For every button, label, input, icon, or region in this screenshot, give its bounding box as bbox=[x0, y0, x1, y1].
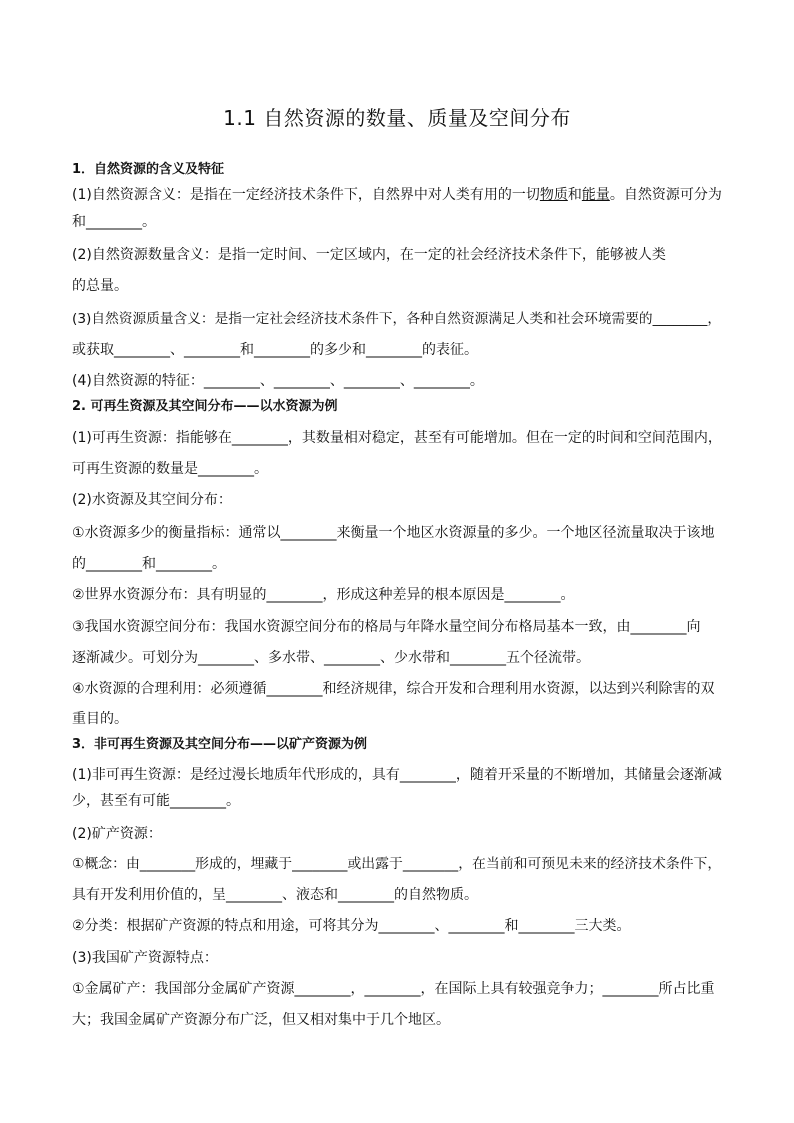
s3-item-1-line-1: ①概念：由________形成的，埋藏于________或出露于________，在当前和可预见未来的经济技术条件下， bbox=[72, 856, 722, 872]
s2-item-4-line-1: ④水资源的合理利用：必须遵循________和经济规律，综合开发和合理利用水资源，以达到兴利除害的双 bbox=[72, 681, 715, 697]
s2-paragraph-1-line-1: (1)可再生资源：指能够在________，其数量相对稳定，甚至有可能增加。但在一定的时间和空间范围内， bbox=[72, 430, 722, 446]
s2-item-2: ②世界水资源分布：具有明显的________，形成这种差异的根本原因是________。 bbox=[72, 587, 575, 603]
s1-paragraph-2-line-2: 的总量。 bbox=[72, 278, 128, 294]
s1-paragraph-4: (4)自然资源的特征：________、________、________、________。 bbox=[72, 373, 484, 389]
section-1-heading: 1．自然资源的含义及特征 bbox=[72, 162, 225, 177]
s3-paragraph-2: (2)矿产资源： bbox=[72, 826, 162, 842]
s1-paragraph-1-line-2: 和________。 bbox=[72, 214, 156, 230]
section-3-heading: 3．非可再生资源及其空间分布——以矿产资源为例 bbox=[72, 737, 368, 752]
s3-paragraph-1-line-2: 少，甚至有可能________。 bbox=[72, 793, 240, 809]
underlined-term-material: 物质 bbox=[539, 187, 568, 203]
s3-item-1-line-2: 具有开发利用价值的，呈________、液态和________的自然物质。 bbox=[72, 887, 478, 903]
s2-item-3-line-2: 逐渐减少。可划分为________、多水带、________、少水带和________五个径流带。 bbox=[72, 650, 590, 666]
s1-paragraph-3-line-1: (3)自然资源质量含义：是指一定社会经济技术条件下，各种自然资源满足人类和社会环境需要的________， bbox=[72, 311, 722, 327]
section-2-heading: 2. 可再生资源及其空间分布——以水资源为例 bbox=[72, 399, 338, 414]
s2-item-1-line-2: 的________和________。 bbox=[72, 556, 226, 572]
s1-paragraph-3-line-2: 或获取________、________和________的多少和________的表征。 bbox=[72, 342, 478, 358]
s1-paragraph-2-line-1: (2)自然资源数量含义：是指一定时间、一定区域内，在一定的社会经济技术条件下，能够被人类 bbox=[72, 247, 666, 263]
s2-item-4-line-2: 重目的。 bbox=[72, 711, 128, 727]
s2-item-1-line-1: ①水资源多少的衡量指标：通常以________来衡量一个地区水资源量的多少。一个地区径流量取决于该地 bbox=[72, 525, 715, 541]
s3-paragraph-1-line-1: (1)非可再生资源：是经过漫长地质年代形成的，具有________，随着开采量的不断增加，其储量会逐渐减 bbox=[72, 767, 722, 783]
s3-item-3-line-2: 大；我国金属矿产资源分布广泛，但又相对集中于几个地区。 bbox=[72, 1012, 450, 1028]
s2-paragraph-1-line-2: 可再生资源的数量是________。 bbox=[72, 461, 268, 477]
underlined-term-energy: 能量 bbox=[581, 187, 610, 203]
s3-item-2: ②分类：根据矿产资源的特点和用途，可将其分为________、________和________三大类。 bbox=[72, 918, 631, 934]
s2-item-3-line-1: ③我国水资源空间分布：我国水资源空间分布的格局与年降水量空间分布格局基本一致，由________向 bbox=[72, 619, 701, 635]
s2-paragraph-2: (2)水资源及其空间分布： bbox=[72, 492, 232, 508]
s1-paragraph-1-line-1: (1)自然资源含义：是指在一定经济技术条件下，自然界中对人类有用的一切物质和能量。自然资源可分为 bbox=[72, 187, 722, 203]
s3-item-3-line-1: ①金属矿产：我国部分金属矿产资源________，________，在国际上具有较强竞争力；________所占比重 bbox=[72, 981, 715, 997]
page-title: 1.1 自然资源的数量、质量及空间分布 bbox=[223, 106, 571, 130]
s3-paragraph-3: (3)我国矿产资源特点： bbox=[72, 950, 218, 966]
